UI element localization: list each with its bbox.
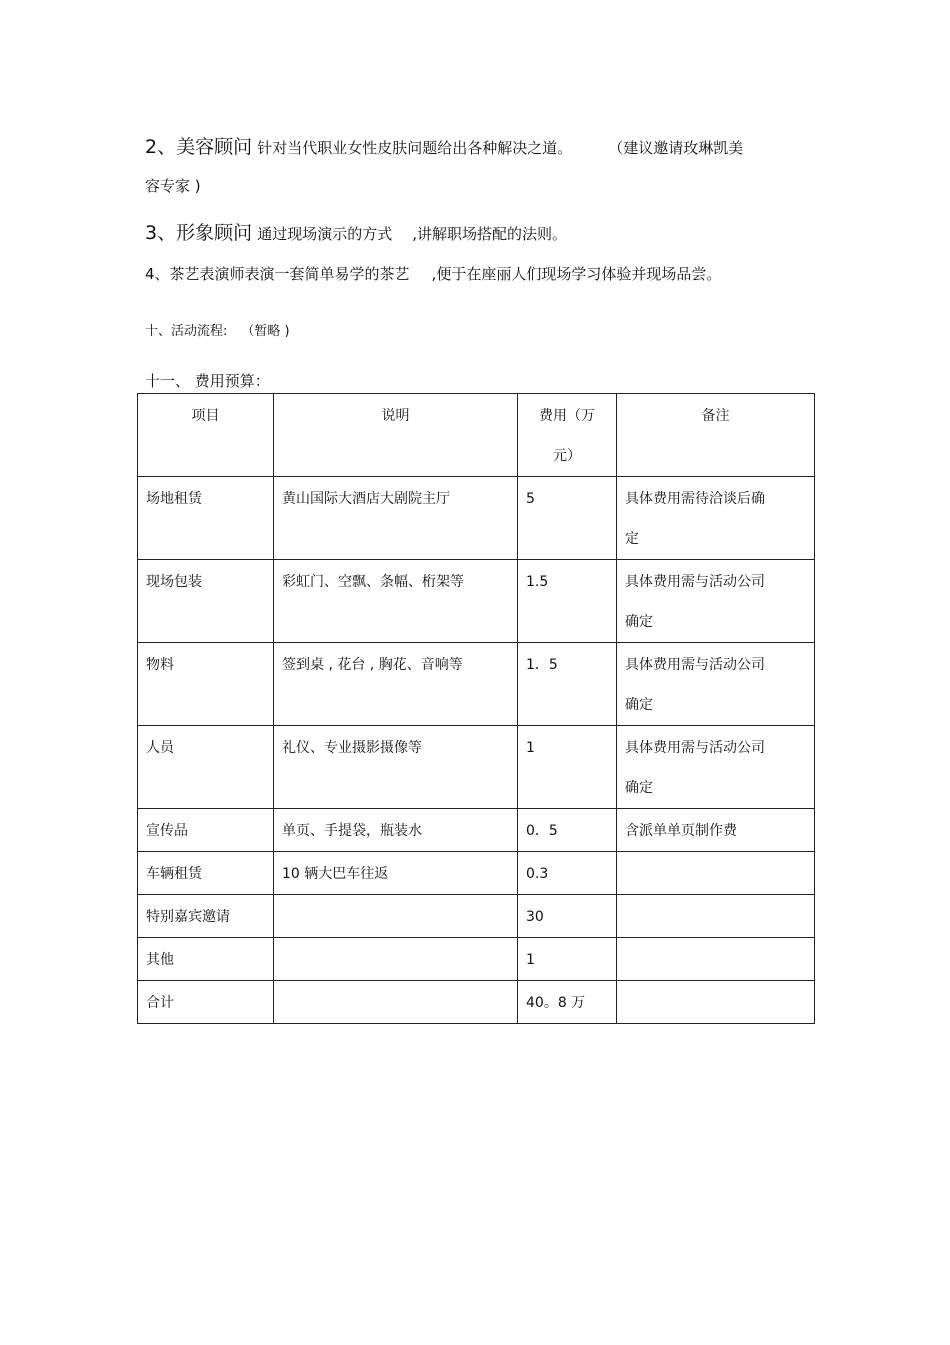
row-remark: 具体费用需待洽谈后确 定 [625,491,765,547]
row-desc: 10 辆大巴车往返 [282,866,389,882]
row-item: 宣传品 [146,823,188,839]
table-row-total [138,981,815,1024]
section-10-label: 十、活动流程: [145,324,228,339]
row-desc: 单页、手提袋，瓶装水 [282,823,422,839]
item-4-text-b: ,便于在座丽人们现场学习体验并现场品尝。 [431,265,722,283]
row-item: 特别嘉宾邀请 [146,909,230,925]
item-3-text-b: ,讲解职场搭配的法则。 [412,225,567,243]
row-cost: 1.5 [526,574,549,590]
row-cost: 1 [526,740,535,756]
row-cost: 30 [526,909,544,925]
header-desc: 说明 [381,408,410,424]
row-item: 其他 [146,952,174,968]
row-desc [274,969,517,983]
row-cost: 0．5 [526,823,558,839]
row-item: 车辆租赁 [146,866,202,882]
row-cost: 1．5 [526,657,558,673]
item-3-text-a: 通过现场演示的方式 [257,225,393,243]
row-remark: 含派单单页制作费 [625,823,737,839]
row-item: 场地租赁 [146,491,202,507]
row-desc: 礼仪、专业摄影摄像等 [282,740,422,756]
header-cost: 费用（万 元） [539,408,595,464]
row-remark [617,883,814,897]
item-2-number: 2、美容顾问 [145,136,253,158]
item-2-note-continued: 容专家 ) [145,177,201,195]
row-desc: 彩虹门、空飘、条幅、桁架等 [282,574,464,590]
row-desc: 签到桌 , 花台 , 胸花、音响等 [282,657,463,673]
row-cost: 40。8 万 [526,995,586,1011]
header-remark: 备注 [701,408,730,424]
header-item: 项目 [191,408,220,424]
section-10-value: （暂略 ) [241,324,290,339]
item-3-line [145,218,567,245]
row-desc: 黄山国际大酒店大剧院主厅 [282,491,450,507]
row-cost: 0.3 [526,866,549,882]
section-10-heading [145,320,290,339]
row-remark [617,969,814,983]
section-11-label: 十一、 [145,372,191,390]
row-item: 合计 [146,995,174,1011]
row-cost: 1 [526,952,535,968]
budget-table [137,393,815,1024]
row-remark: 具体费用需与活动公司 确定 [625,574,765,630]
item-4-line [145,263,721,284]
section-11-value: 费用预算： [194,372,270,390]
item-2-line [145,132,743,159]
row-item: 现场包装 [146,574,202,590]
row-cost: 5 [526,491,535,507]
item-2-note: （建议邀请玫琳凯美 [608,139,744,157]
row-item: 人员 [146,740,174,756]
item-3-number: 3、形象顾问 [145,222,253,244]
item-2-text: 针对当代职业女性皮肤问题给出各种解决之道。 [257,139,573,157]
row-remark [617,926,814,940]
row-desc [274,926,517,940]
row-item: 物料 [146,657,174,673]
row-remark: 具体费用需与活动公司 确定 [625,740,765,796]
row-remark: 具体费用需与活动公司 确定 [625,657,765,713]
item-4-text-a: 4、茶艺表演师表演一套简单易学的茶艺 [145,265,410,283]
